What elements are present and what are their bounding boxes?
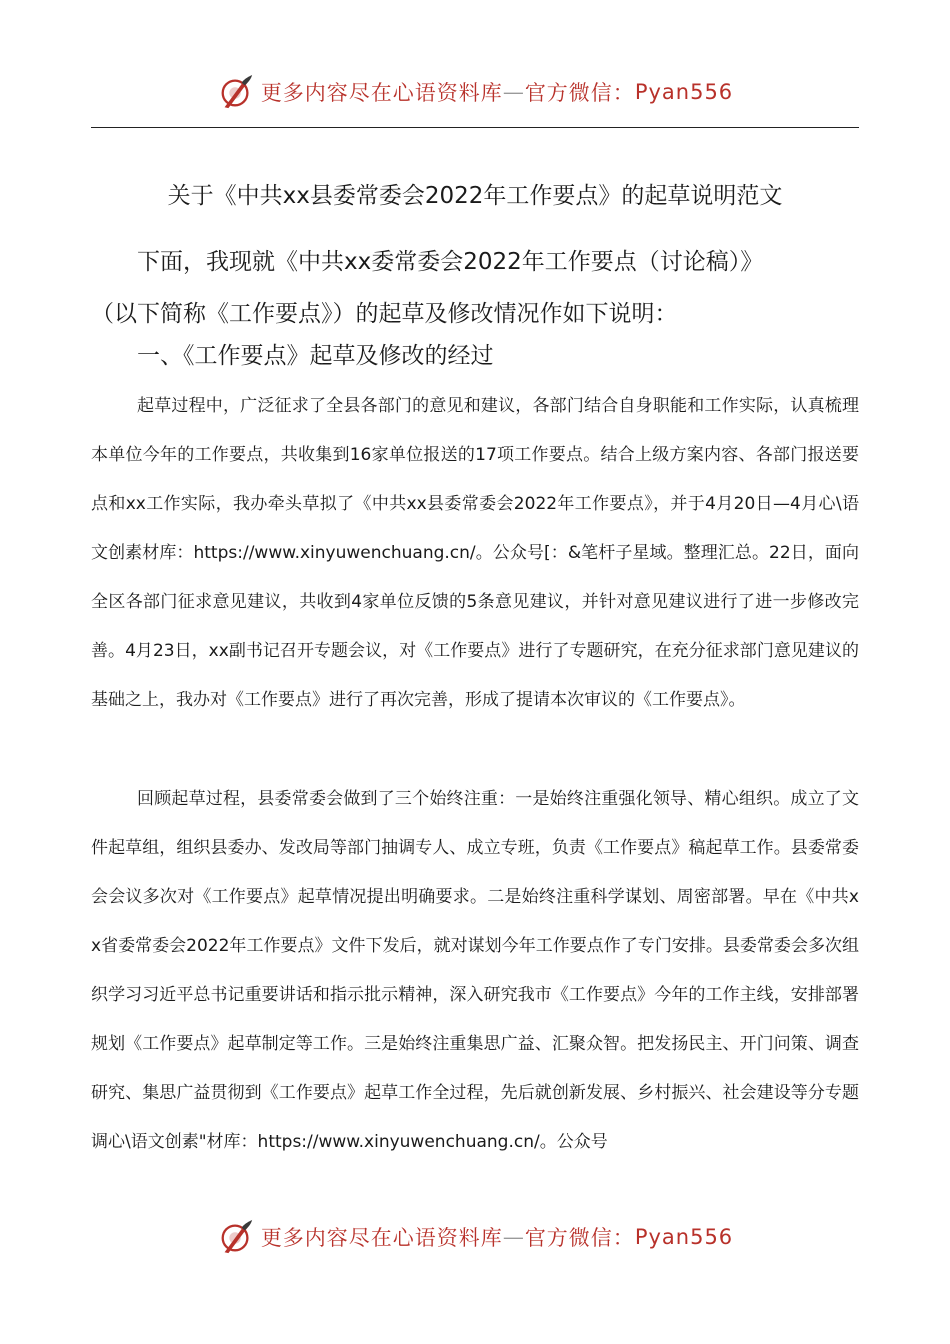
paragraph-1: 起草过程中，广泛征求了全县各部门的意见和建议，各部门结合自身职能和工作实际，认真梳理本单位今年的工作要点，共收集到16家单位报送的17项工作要点。结合上级方案内容、各部门报送要点和xx工作实际，我办牵头草拟了《中共xx县委常委会2022年工作要点》，并于4月20日—4月心\语文创素材库：https://www.xinyuwenchuang.cn/。公众号[：&笔杆子星域。整理汇总。22日，面向全区各部门征求意见建议，共收到4家单位反馈的5条意见建议，并针对意见建议进行了进一步修改完善。4月23日，xx副书记召开专题会议，对《工作要点》进行了专题研究，在充分征求部门意见建议的基础之上，我办对《工作要点》进行了再次完善，形成了提请本次审议的《工作要点》。 [91, 396, 859, 710]
quill-logo-icon [217, 73, 255, 111]
wechat-label: 官方微信： [524, 1226, 635, 1250]
site-text: 更多内容尽在心语资料库 [260, 1226, 503, 1250]
wechat-label: 官方微信： [524, 81, 635, 105]
section-heading: 一、《工作要点》起草及修改的经过 [137, 343, 494, 369]
lead-line-2: （以下简称《工作要点》）的起草及修改情况作如下说明： [91, 301, 678, 327]
wechat-id: Pyan556 [634, 1225, 734, 1249]
paragraph-2: 回顾起草过程，县委常委会做到了三个始终注重：一是始终注重强化领导、精心组织。成立了文件起草组，组织县委办、发改局等部门抽调专人、成立专班，负责《工作要点》稿起草工作。县委常委会会议多次对《工作要点》起草情况提出明确要求。二是始终注重科学谋划、周密部署。早在《中共xx省委常委会2022年工作要点》文件下发后，就对谋划今年工作要点作了专门安排。县委常委会多次组织学习习近平总书记重要讲话和指示批示精神，深入研究我市《工作要点》今年的工作主线，安排部署规划《工作要点》起草制定等工作。三是始终注重集思广益、汇聚众智。把发扬民主、开门问策、调查研究、集思广益贯彻到《工作要点》起草工作全过程，先后就创新发展、乡村振兴、社会建设等分专题调心\语文创素"材库：https://www.xinyuwenchuang.cn/。公众号 [91, 789, 859, 1152]
document-title: 关于《中共xx县委常委会2022年工作要点》的起草说明范文 [167, 183, 783, 209]
header-divider [91, 127, 859, 128]
wechat-id: Pyan556 [634, 80, 734, 104]
quill-logo-icon [217, 1218, 255, 1256]
separator: — [502, 80, 525, 104]
lead-text [91, 236, 859, 340]
lead-line-1: 下面，我现就《中共xx委常委会2022年工作要点（讨论稿）》 [137, 249, 764, 275]
site-text: 更多内容尽在心语资料库 [260, 81, 503, 105]
separator: — [502, 1225, 525, 1249]
header-watermark [0, 72, 950, 112]
footer-watermark [0, 1217, 950, 1257]
